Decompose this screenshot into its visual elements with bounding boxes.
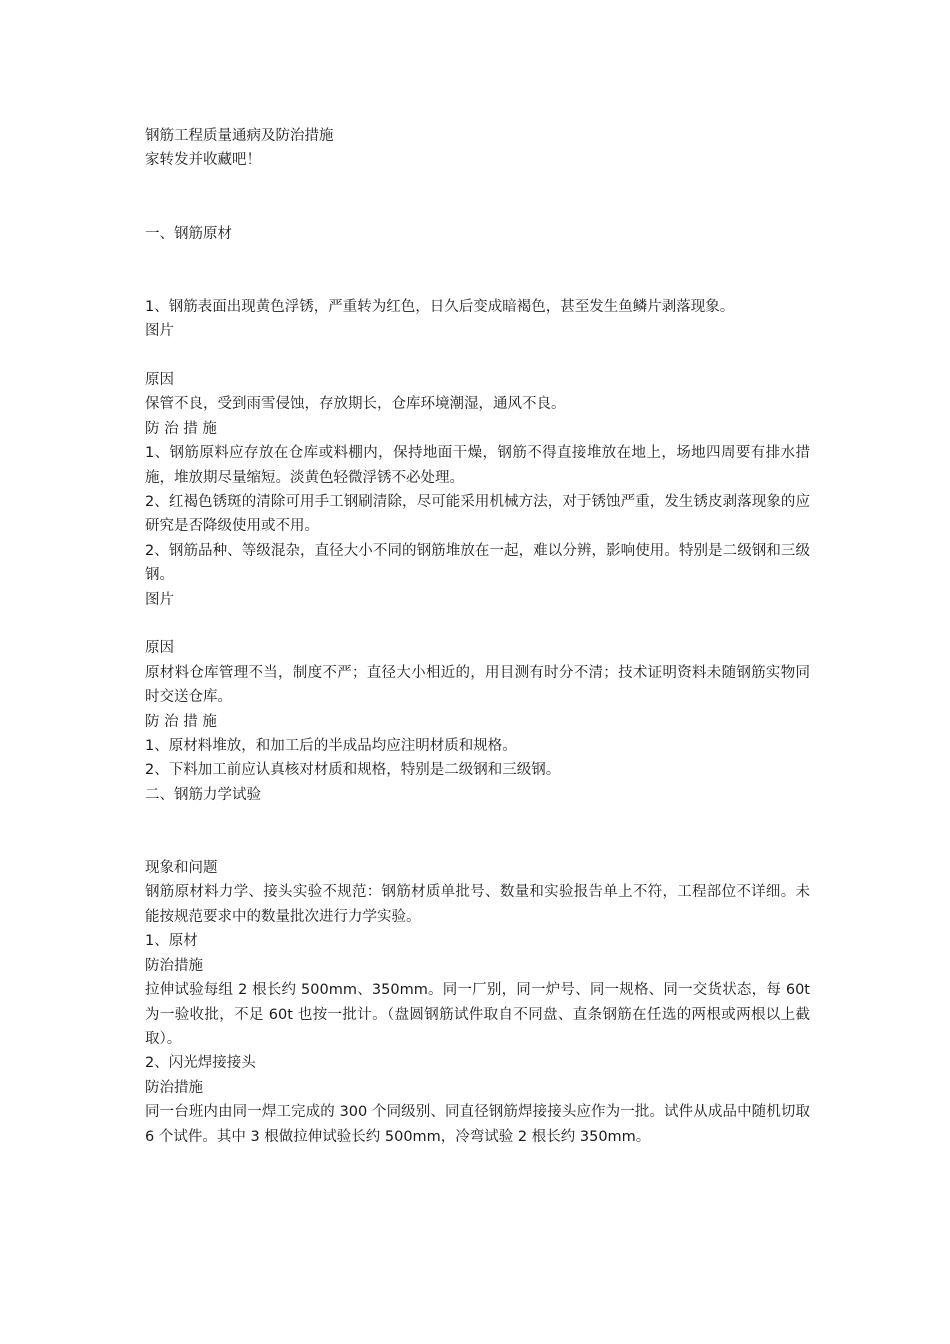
issue2-description: 2、钢筋品种、等级混杂，直径大小不同的钢筋堆放在一起，难以分辨，影响使用。特别是二级钢和三级钢。 — [145, 542, 810, 584]
blank-line — [145, 832, 810, 856]
blank-line — [145, 173, 810, 197]
issue1-cause-label: 原因 — [145, 371, 174, 388]
issue2-measures-label: 防 治 措 施 — [145, 713, 217, 730]
issue1-cause: 保管不良，受到雨雪侵蚀，存放期长，仓库环境潮湿，通风不良。 — [145, 396, 566, 413]
issue1-measures-label: 防 治 措 施 — [145, 420, 217, 437]
issue1-description: 1、钢筋表面出现黄色浮锈，严重转为红色，日久后变成暗褐色，甚至发生鱼鳞片剥落现象。 — [145, 298, 735, 315]
issue1-image-label: 图片 — [145, 323, 174, 340]
blank-line — [145, 344, 810, 368]
item2-title: 2、闪光焊接接头 — [145, 1055, 256, 1072]
item1-text: 拉伸试验每组 2 根长约 500mm、350mm。同一厂别，同一炉号、同一规格、同一交货状态，每 60t 为一验收批，不足 60t 也按一批计。（盘圆钢筋试件取自不同盘、直条钢筋在任选的两根或两根以上截取）。 — [145, 982, 810, 1047]
issue2-measure-2: 2、下料加工前应认真核对材质和规格，特别是二级钢和三级钢。 — [145, 762, 561, 779]
item2-text: 同一台班内由同一焊工完成的 300 个同级别、同直径钢筋焊接接头应作为一批。试件从成品中随机切取 6 个试件。其中 3 根做拉伸试验长约 500mm，冷弯试验 2 根长约 350mm。 — [145, 1104, 810, 1145]
item2-measures-label: 防治措施 — [145, 1079, 203, 1096]
blank-line — [145, 270, 810, 294]
problem-text: 钢筋原材料力学、接头实验不规范：钢筋材质单批号、数量和实验报告单上不符，工程部位不详细。未能按规范要求中的数量批次进行力学实验。 — [145, 884, 810, 925]
section2-heading: 二、钢筋力学试验 — [145, 786, 261, 803]
problem-label: 现象和问题 — [145, 860, 218, 877]
item1-measures-label: 防治措施 — [145, 957, 203, 974]
document-title: 钢筋工程质量通病及防治措施 — [145, 128, 334, 144]
item1-title: 1、原材 — [145, 933, 198, 950]
document-body — [145, 124, 810, 1149]
issue1-measure-1: 1、钢筋原料应存放在仓库或料棚内，保持地面干燥，钢筋不得直接堆放在地上，场地四周要有排水措施，堆放期尽量缩短。淡黄色轻微浮锈不必处理。 — [145, 445, 810, 486]
issue2-cause: 原材料仓库管理不当，制度不严；直径大小相近的，用目测有时分不清；技术证明资料未随钢筋实物同时交送仓库。 — [145, 664, 810, 706]
issue2-measure-1: 1、原材料堆放，和加工后的半成品均应注明材质和规格。 — [145, 738, 517, 755]
document-subtitle: 家转发并收藏吧！ — [145, 152, 261, 169]
blank-line — [145, 246, 810, 270]
issue1-measure-2: 2、红褐色锈斑的清除可用手工钢刷清除，尽可能采用机械方法，对于锈蚀严重，发生锈皮剥落现象的应研究是否降级使用或不用。 — [145, 494, 810, 535]
blank-line — [145, 807, 810, 831]
issue2-image-label: 图片 — [145, 591, 174, 608]
blank-line — [145, 197, 810, 221]
issue2-cause-label: 原因 — [145, 640, 174, 657]
section1-heading: 一、钢筋原材 — [145, 225, 232, 242]
blank-line — [145, 612, 810, 636]
